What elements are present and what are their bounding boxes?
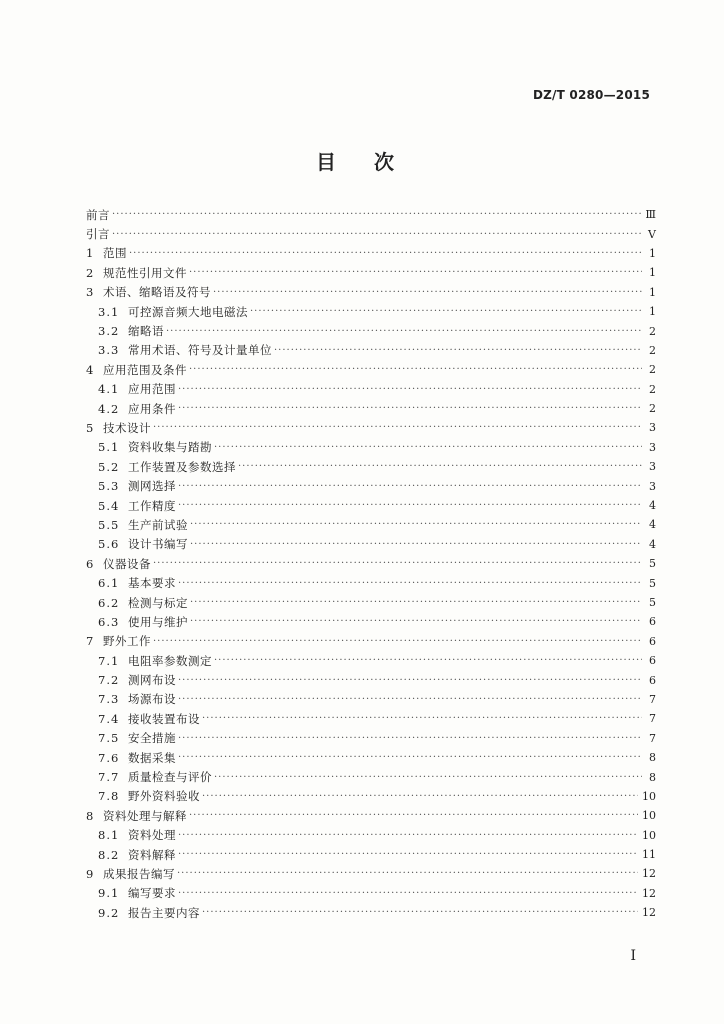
toc-leader-dots — [112, 229, 642, 240]
toc-entry[interactable] — [86, 767, 656, 786]
toc-entry-page: 1 — [649, 246, 656, 260]
toc-entry-page: 2 — [649, 363, 656, 377]
toc-entry[interactable] — [86, 302, 656, 321]
standard-code: DZ/T 0280—2015 — [532, 88, 650, 102]
toc-leader-dots — [178, 752, 642, 763]
toc-entry-number: 3 — [86, 285, 94, 300]
toc-entry[interactable] — [86, 321, 656, 340]
toc-entry-number: 7.4 — [98, 711, 120, 726]
toc-entry-label: 规范性引用文件 — [103, 265, 187, 280]
toc-leader-dots — [202, 713, 642, 724]
toc-entry-page: 4 — [649, 518, 656, 532]
toc-leader-dots — [178, 403, 642, 414]
toc-entry-label: 引言 — [86, 227, 110, 242]
toc-entry-number: 5.5 — [98, 517, 120, 532]
toc-leader-dots — [274, 345, 642, 356]
toc-entry-label: 应用范围及条件 — [103, 362, 187, 377]
toc-entry-page: 6 — [649, 634, 656, 648]
toc-entry-label: 缩略语 — [128, 324, 164, 339]
toc-entry[interactable] — [86, 535, 656, 554]
toc-entry-label: 数据采集 — [128, 750, 176, 765]
toc-leader-dots — [189, 267, 642, 278]
toc-entry-number: 7.7 — [98, 770, 120, 785]
toc-entry-page: 4 — [649, 499, 656, 513]
toc-leader-dots — [190, 519, 642, 530]
toc-entry-page: 12 — [642, 867, 656, 881]
toc-entry-label: 测网选择 — [128, 479, 176, 494]
toc-leader-dots — [214, 772, 642, 783]
toc-entry[interactable] — [86, 244, 656, 263]
toc-entry-label: 资料处理与解释 — [103, 808, 187, 823]
toc-entry-page: 12 — [642, 886, 656, 900]
toc-entry-page: 7 — [649, 692, 656, 706]
toc-entry-page: 2 — [649, 382, 656, 396]
toc-entry[interactable] — [86, 748, 656, 767]
toc-entry[interactable] — [86, 399, 656, 418]
toc-entry-number: 7 — [86, 634, 94, 649]
toc-entry[interactable] — [86, 787, 656, 806]
toc-entry[interactable] — [86, 263, 656, 282]
toc-entry[interactable] — [86, 515, 656, 534]
toc-leader-dots — [112, 209, 641, 220]
toc-leader-dots — [214, 655, 642, 666]
toc-entry-number: 9 — [86, 866, 94, 881]
toc-entry-page: 6 — [649, 615, 656, 629]
toc-entry[interactable] — [86, 709, 656, 728]
toc-entry-number: 5.6 — [98, 537, 120, 552]
toc-entry-number: 8 — [86, 808, 94, 823]
toc-entry-label: 资料解释 — [128, 847, 176, 862]
toc-entry-number: 7.5 — [98, 731, 120, 746]
toc-entry[interactable] — [86, 380, 656, 399]
toc-entry-label: 仪器设备 — [103, 556, 151, 571]
toc-leader-dots — [178, 733, 642, 744]
toc-entry-label: 资料收集与踏勘 — [128, 440, 212, 455]
toc-entry-label: 常用术语、符号及计量单位 — [128, 343, 272, 358]
toc-entry[interactable] — [86, 457, 656, 476]
toc-entry-page: 6 — [649, 654, 656, 668]
toc-entry-label: 检测与标定 — [128, 595, 188, 610]
toc-entry-page: 1 — [649, 266, 656, 280]
toc-leader-dots — [177, 868, 638, 879]
toc-entry-number: 6.2 — [98, 595, 120, 610]
toc-entry[interactable] — [86, 224, 656, 243]
toc-leader-dots — [178, 849, 638, 860]
toc-entry-number: 1 — [86, 246, 94, 261]
toc-entry-label: 安全措施 — [128, 731, 176, 746]
toc-entry-page: 4 — [649, 537, 656, 551]
toc-entry[interactable] — [86, 670, 656, 689]
toc-entry-label: 资料处理 — [128, 828, 176, 843]
toc-entry[interactable] — [86, 884, 656, 903]
toc-entry-page: 5 — [649, 576, 656, 590]
toc-leader-dots — [178, 694, 642, 705]
toc-entry-page: 5 — [649, 557, 656, 571]
toc-entry-number: 3.3 — [98, 343, 120, 358]
toc-entry[interactable] — [86, 554, 656, 573]
toc-leader-dots — [189, 364, 642, 375]
toc-entry-number: 3.2 — [98, 324, 120, 339]
toc-leader-dots — [250, 306, 642, 317]
page-title: 目次 — [316, 150, 432, 174]
toc-entry[interactable] — [86, 632, 656, 651]
toc-entry-page: 12 — [642, 906, 656, 920]
toc-entry-label: 术语、缩略语及符号 — [103, 285, 211, 300]
toc-entry-page: 10 — [642, 828, 656, 842]
toc-leader-dots — [190, 597, 642, 608]
toc-entry-page: Ⅲ — [645, 208, 656, 222]
toc-entry-page: 1 — [649, 285, 656, 299]
toc-entry-page: 3 — [649, 479, 656, 493]
toc-entry[interactable] — [86, 826, 656, 845]
toc-entry-number: 2 — [86, 265, 94, 280]
toc-entry-number: 9.2 — [98, 905, 120, 920]
toc-leader-dots — [178, 675, 642, 686]
toc-entry-page: 8 — [649, 751, 656, 765]
toc-entry-number: 8.2 — [98, 847, 120, 862]
toc-leader-dots — [153, 636, 642, 647]
toc-entry-number: 7.2 — [98, 673, 120, 688]
toc-entry-label: 应用条件 — [128, 401, 176, 416]
toc-leader-dots — [238, 461, 642, 472]
toc-entry-page: Ⅴ — [648, 227, 656, 241]
toc-entry-label: 质量检查与评价 — [128, 770, 212, 785]
toc-entry-label: 工作精度 — [128, 498, 176, 513]
toc-leader-dots — [202, 907, 638, 918]
toc-entry[interactable] — [86, 418, 656, 437]
toc-leader-dots — [178, 384, 642, 395]
toc-entry[interactable] — [86, 806, 656, 825]
toc-leader-dots — [153, 422, 642, 433]
toc-entry-page: 6 — [649, 673, 656, 687]
toc-entry-number: 6.1 — [98, 576, 120, 591]
toc-entry-number: 7.8 — [98, 789, 120, 804]
toc-entry[interactable] — [86, 612, 656, 631]
toc-entry[interactable] — [86, 476, 656, 495]
toc-leader-dots — [178, 578, 642, 589]
toc-entry[interactable] — [86, 864, 656, 883]
toc-leader-dots — [214, 442, 642, 453]
toc-leader-dots — [190, 616, 642, 627]
toc-entry[interactable] — [86, 341, 656, 360]
toc-leader-dots — [166, 326, 642, 337]
toc-entry-label: 野外资料验收 — [128, 789, 200, 804]
toc-entry-label: 测网布设 — [128, 673, 176, 688]
toc-entry-label: 前言 — [86, 207, 110, 222]
toc-entry-label: 生产前试验 — [128, 517, 188, 532]
toc-entry-label: 可控源音频大地电磁法 — [128, 304, 248, 319]
toc-leader-dots — [213, 287, 642, 298]
toc-entry-page: 10 — [642, 789, 656, 803]
toc-leader-dots — [129, 248, 642, 259]
toc-entry[interactable] — [86, 593, 656, 612]
toc-leader-dots — [178, 888, 638, 899]
toc-entry[interactable] — [86, 438, 656, 457]
toc-entry-number: 4.1 — [98, 382, 120, 397]
toc-entry[interactable] — [86, 205, 656, 224]
toc-entry-page: 7 — [649, 731, 656, 745]
toc-entry[interactable] — [86, 573, 656, 592]
toc-entry-page: 3 — [649, 460, 656, 474]
toc-entry-number: 4.2 — [98, 401, 120, 416]
toc-entry-page: 10 — [642, 809, 656, 823]
toc-entry-number: 5 — [86, 420, 94, 435]
toc-entry-label: 野外工作 — [103, 634, 151, 649]
toc-entry-number: 3.1 — [98, 304, 120, 319]
toc-entry-number: 5.4 — [98, 498, 120, 513]
toc-leader-dots — [190, 539, 642, 550]
toc-entry-label: 范围 — [103, 246, 127, 261]
toc-entry-page: 2 — [649, 343, 656, 357]
toc-entry-page: 3 — [649, 440, 656, 454]
table-of-contents — [86, 205, 656, 922]
toc-entry-number: 7.3 — [98, 692, 120, 707]
toc-entry-number: 5.2 — [98, 459, 120, 474]
toc-entry-number: 7.1 — [98, 653, 120, 668]
toc-entry-page: 3 — [649, 421, 656, 435]
page-number: Ⅰ — [630, 948, 636, 964]
toc-entry[interactable] — [86, 496, 656, 515]
toc-entry-number: 8.1 — [98, 828, 120, 843]
toc-entry-label: 技术设计 — [103, 420, 151, 435]
toc-entry-page: 11 — [642, 848, 656, 862]
toc-entry-number: 9.1 — [98, 886, 120, 901]
toc-entry-label: 使用与维护 — [128, 614, 188, 629]
toc-entry-number: 6.3 — [98, 614, 120, 629]
toc-entry-number: 4 — [86, 362, 94, 377]
toc-entry-number: 6 — [86, 556, 94, 571]
toc-leader-dots — [153, 558, 642, 569]
toc-entry-label: 基本要求 — [128, 576, 176, 591]
toc-entry-label: 成果报告编写 — [103, 866, 175, 881]
toc-entry-label: 编写要求 — [128, 886, 176, 901]
toc-entry[interactable] — [86, 283, 656, 302]
toc-leader-dots — [202, 791, 638, 802]
toc-entry-number: 5.1 — [98, 440, 120, 455]
toc-entry-number: 5.3 — [98, 479, 120, 494]
toc-entry[interactable] — [86, 651, 656, 670]
toc-entry-page: 2 — [649, 402, 656, 416]
toc-entry[interactable] — [86, 360, 656, 379]
toc-entry[interactable] — [86, 903, 656, 922]
toc-leader-dots — [178, 500, 642, 511]
toc-entry-page: 2 — [649, 324, 656, 338]
toc-entry-page: 7 — [649, 712, 656, 726]
toc-entry-page: 8 — [649, 770, 656, 784]
toc-entry-label: 电阻率参数测定 — [128, 653, 212, 668]
toc-leader-dots — [189, 810, 638, 821]
toc-leader-dots — [178, 481, 642, 492]
toc-entry[interactable] — [86, 729, 656, 748]
toc-entry-label: 设计书编写 — [128, 537, 188, 552]
toc-entry-number: 7.6 — [98, 750, 120, 765]
toc-entry-label: 报告主要内容 — [128, 905, 200, 920]
toc-entry-page: 5 — [649, 596, 656, 609]
toc-entry-label: 接收装置布设 — [128, 711, 200, 726]
toc-leader-dots — [178, 830, 638, 841]
toc-entry-label: 场源布设 — [128, 692, 176, 707]
toc-entry[interactable] — [86, 690, 656, 709]
toc-entry[interactable] — [86, 845, 656, 864]
toc-entry-page: 1 — [649, 305, 656, 319]
toc-entry-label: 应用范围 — [128, 382, 176, 397]
toc-entry-label: 工作装置及参数选择 — [128, 459, 236, 474]
